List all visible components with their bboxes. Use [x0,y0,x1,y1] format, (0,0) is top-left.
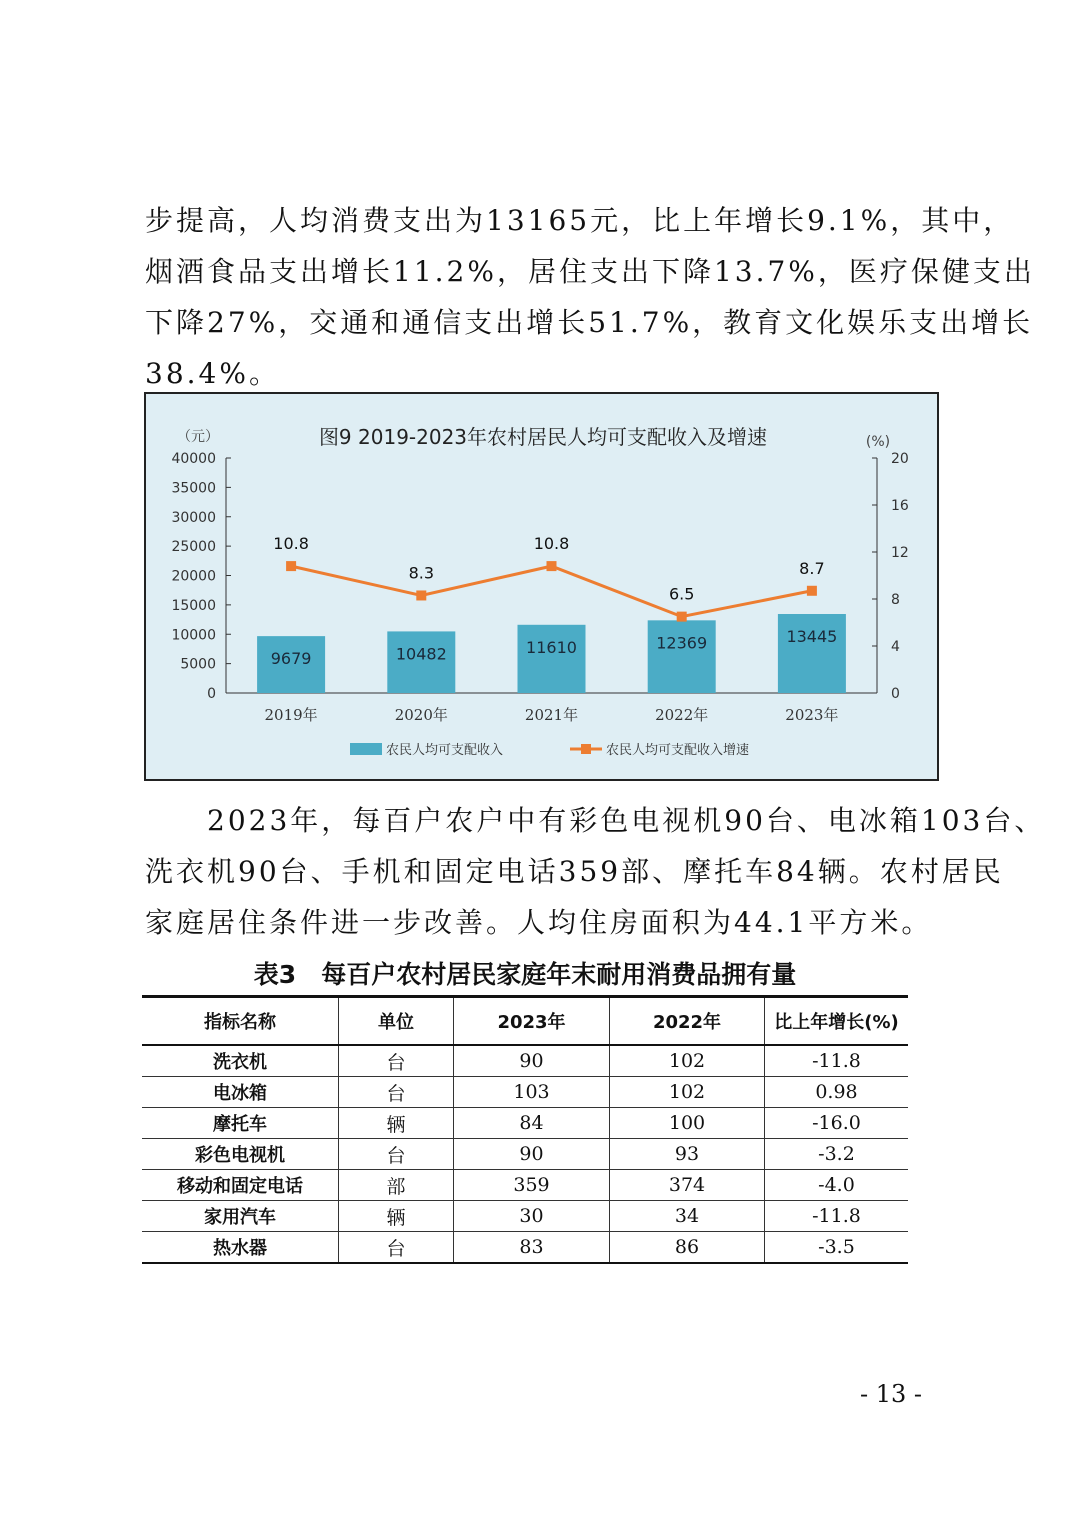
left-tick-label: 5000 [180,656,216,673]
paragraph-durables [145,795,1046,948]
growth-rate: -4.0 [765,1170,909,1201]
item-unit: 辆 [339,1201,454,1232]
legend-line-label: 农民人均可支配收入增速 [606,743,750,758]
left-tick-label: 30000 [171,509,216,526]
header-growth: 比上年增长(%) [765,997,909,1046]
x-tick-label: 2023年 [785,706,839,724]
growth-marker [286,561,296,571]
value-2023: 30 [454,1201,610,1232]
income-bar [778,614,846,693]
header-indicator: 指标名称 [142,997,339,1046]
table-row [142,1232,908,1264]
item-name: 电冰箱 [142,1077,339,1108]
item-name: 家用汽车 [142,1201,339,1232]
growth-marker [416,590,426,600]
left-tick-label: 25000 [171,539,216,556]
table-row [142,1170,908,1201]
growth-rate: -3.5 [765,1232,909,1264]
value-2023: 90 [454,1139,610,1170]
growth-value-label: 8.7 [799,558,825,578]
header-unit: 单位 [339,997,454,1046]
value-2023: 84 [454,1108,610,1139]
left-tick-label: 20000 [171,568,216,585]
bar-value-label: 12369 [656,633,708,653]
income-chart [144,392,939,781]
table-row [142,1045,908,1077]
income-chart-svg [146,394,937,779]
paragraph-line: 步提高，人均消费支出为13165元，比上年增长9.1%，其中， [145,204,1015,237]
table-header-row [142,997,908,1046]
left-tick-label: 15000 [171,597,216,614]
growth-rate: -11.8 [765,1045,909,1077]
right-tick-label: 12 [891,545,909,561]
item-unit: 台 [339,1077,454,1108]
growth-rate: -3.2 [765,1139,909,1170]
table-row [142,1077,908,1108]
left-tick-label: 10000 [171,627,216,644]
chart-title: 图9 2019-2023年农村居民人均可支配收入及增速 [318,425,768,449]
table-row [142,1108,908,1139]
paragraph-line: 38.4%。 [145,357,280,390]
left-tick-label: 35000 [171,480,216,497]
x-tick-label: 2021年 [524,706,579,724]
item-name: 移动和固定电话 [142,1170,339,1201]
paragraph-line: 2023年，每百户农户中有彩色电视机90台、电冰箱103台、 [145,804,1046,837]
value-2022: 93 [610,1139,765,1170]
right-tick-label: 4 [891,639,900,655]
growth-rate: -11.8 [765,1201,909,1232]
bar-value-label: 10482 [395,644,447,664]
left-axis-unit: （元） [177,429,219,445]
item-unit: 辆 [339,1108,454,1139]
value-2022: 102 [610,1077,765,1108]
item-unit: 台 [339,1232,454,1264]
paragraph-line: 洗衣机90台、手机和固定电话359部、摩托车84辆。农村居民 [145,855,1004,888]
growth-rate: 0.98 [765,1077,909,1108]
growth-marker [677,612,687,622]
right-tick-label: 0 [891,686,900,702]
x-tick-label: 2022年 [655,706,709,724]
left-tick-label: 40000 [171,451,216,467]
value-2022: 34 [610,1201,765,1232]
growth-marker [547,561,557,571]
value-2023: 83 [454,1232,610,1264]
income-bar [648,620,716,693]
income-bar [518,625,586,693]
value-2023: 90 [454,1045,610,1077]
value-2023: 103 [454,1077,610,1108]
value-2022: 102 [610,1045,765,1077]
item-unit: 台 [339,1139,454,1170]
growth-value-label: 10.8 [533,534,570,554]
item-name: 彩色电视机 [142,1139,339,1170]
durables-table [142,995,908,1264]
paragraph-line: 家庭居住条件进一步改善。人均住房面积为44.1平方米。 [145,906,933,939]
legend-bar-label: 农民人均可支配收入 [386,743,504,758]
bar-value-label: 11610 [526,637,577,657]
growth-rate: -16.0 [765,1108,909,1139]
item-unit: 部 [339,1170,454,1201]
value-2022: 100 [610,1108,765,1139]
right-tick-label: 16 [891,498,909,514]
value-2022: 374 [610,1170,765,1201]
table-row [142,1139,908,1170]
paragraph-line: 烟酒食品支出增长11.2%，居住支出下降13.7%，医疗保健支出 [145,255,1035,288]
header-2022: 2022年 [610,997,765,1046]
left-tick-label: 0 [207,686,216,702]
growth-line [291,566,812,617]
right-tick-label: 20 [891,451,909,467]
growth-marker [807,586,817,596]
legend-line-marker [581,744,591,754]
item-name: 摩托车 [142,1108,339,1139]
item-unit: 台 [339,1045,454,1077]
bar-value-label: 9679 [270,649,312,669]
growth-value-label: 6.5 [668,584,695,604]
value-2023: 359 [454,1170,610,1201]
growth-value-label: 10.8 [273,534,309,554]
paragraph-consumption [145,195,1035,399]
table-title: 表3 每百户农村居民家庭年末耐用消费品拥有量 [253,960,797,989]
right-axis-unit: (%) [865,434,891,450]
right-tick-label: 8 [891,592,900,608]
legend-bar-swatch [350,743,382,755]
x-tick-label: 2019年 [264,706,318,724]
item-name: 热水器 [142,1232,339,1264]
table-row [142,1201,908,1232]
header-2023: 2023年 [454,997,610,1046]
value-2022: 86 [610,1232,765,1264]
growth-value-label: 8.3 [408,563,435,583]
page-number: - 13 - [860,1380,923,1408]
x-tick-label: 2020年 [394,706,448,724]
paragraph-line: 下降27%，交通和通信支出增长51.7%，教育文化娱乐支出增长 [145,306,1034,339]
bar-value-label: 13445 [786,627,838,647]
item-name: 洗衣机 [142,1045,339,1077]
